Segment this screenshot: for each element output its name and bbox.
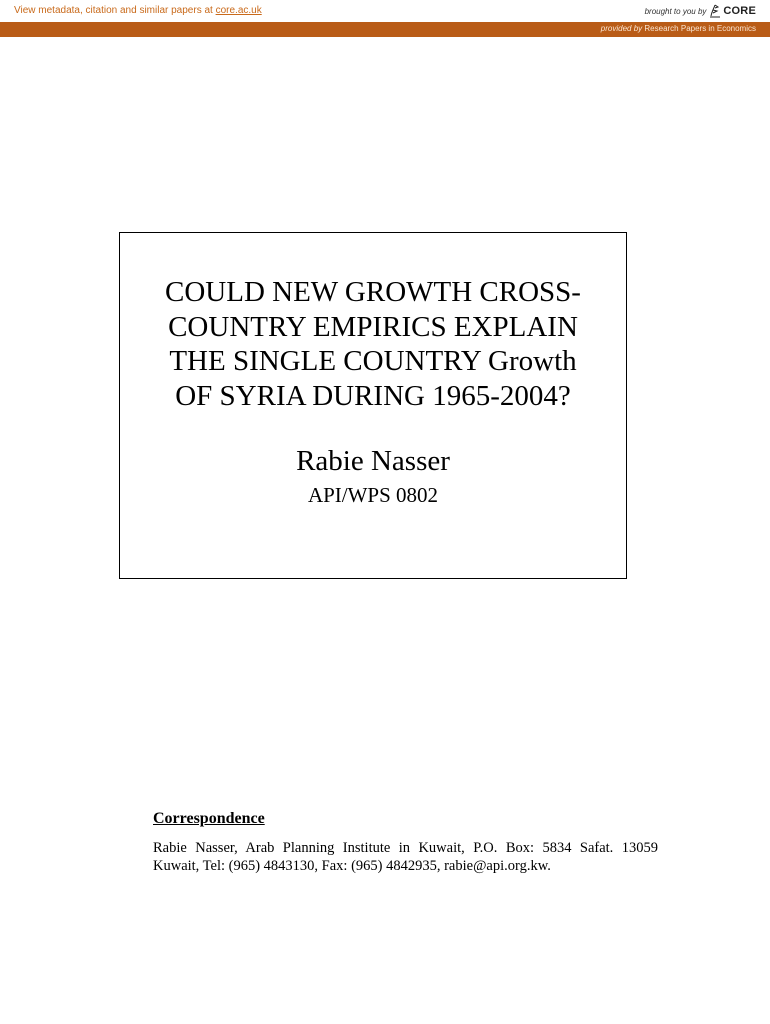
correspondence-line: Rabie Nasser, Arab Planning Institute in Kuwait, P.O. Box: 5834 Safat. 13059 [153, 840, 658, 856]
provided-by-source[interactable]: Research Papers in Economics [644, 24, 756, 33]
title-line: COULD NEW GROWTH CROSS- [165, 276, 581, 308]
core-metadata-link[interactable] [14, 5, 262, 16]
provided-by-label: provided by [600, 24, 643, 33]
core-logo-text: CORE [723, 5, 756, 17]
core-banner [0, 0, 770, 22]
core-ac-uk-link[interactable]: core.ac.uk [215, 5, 262, 16]
core-logo-icon [709, 4, 721, 18]
core-brought-by[interactable] [645, 3, 756, 19]
paper-id: API/WPS 0802 [307, 483, 439, 507]
title-line: THE SINGLE COUNTRY Growth [169, 345, 577, 377]
core-metadata-text[interactable]: View metadata, citation and similar papers at [14, 5, 213, 16]
title-line: COUNTRY EMPIRICS EXPLAIN [168, 310, 578, 343]
correspondence-body [153, 839, 658, 875]
core-provided-bar [0, 22, 770, 37]
core-provided-by[interactable] [601, 24, 756, 33]
author-name: Rabie Nasser [296, 445, 450, 477]
paper-title [120, 275, 626, 413]
brought-to-you-text: brought to you by [644, 6, 707, 16]
title-box [119, 232, 627, 579]
correspondence-heading: Correspondence [153, 810, 265, 827]
correspondence-line: Kuwait, Tel: (965) 4843130, Fax: (965) 4842935, rabie@api.org.kw. [153, 858, 551, 874]
title-line: OF SYRIA DURING 1965-2004? [175, 379, 571, 412]
